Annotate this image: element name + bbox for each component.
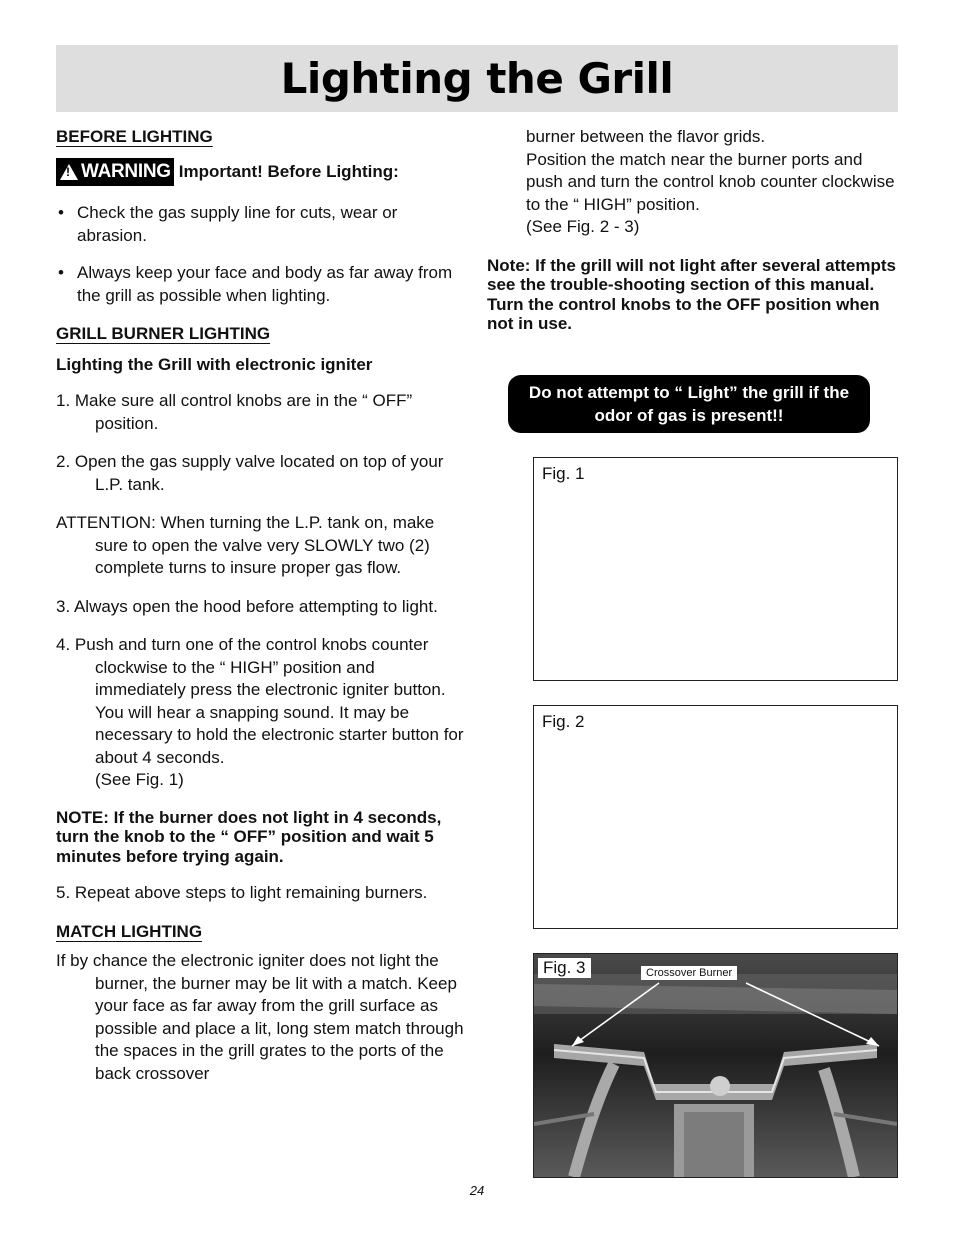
grill-burner-heading: GRILL BURNER LIGHTING	[56, 324, 271, 343]
figure-3-label: Fig. 3	[538, 958, 591, 978]
left-column	[56, 126, 466, 1085]
figure-2	[533, 705, 898, 929]
match-position-text: Position the match near the burner ports and push and turn the control knob counter clockwise to the “ HIGH” position.	[526, 149, 895, 214]
figure-3	[533, 953, 898, 1178]
step-4-reference: (See Fig. 1)	[95, 770, 184, 789]
match-lighting-text: If by chance the electronic igniter does not light the burner, the burner may be lit with a match. Keep your face as far away from the grill surface as possible and place a lit, long stem match through the spaces in the grill grates to the ports of the back crossover	[56, 951, 464, 1083]
warning-row	[56, 158, 466, 187]
step-2: 2. Open the gas supply valve located on top of your L.P. tank.	[56, 452, 444, 494]
gas-odor-alert	[508, 375, 870, 433]
warning-triangle-icon	[60, 164, 78, 180]
right-column	[487, 126, 899, 334]
page-number: 24	[469, 1183, 485, 1198]
step-4: 4. Push and turn one of the control knobs counter clockwise to the “ HIGH” position and immediately press the electronic igniter button. You will hear a snapping sound. It may be necessary to hold the electronic starter button for about 4 seconds.	[56, 635, 464, 767]
list-item	[56, 202, 466, 247]
attention-text: ATTENTION: When turning the L.P. tank on, make sure to open the valve very SLOWLY two (2) complete turns to insure proper gas flow.	[56, 513, 435, 577]
crossover-burner-callout: Crossover Burner	[641, 966, 737, 980]
bullet-text: Check the gas supply line for cuts, wear or abrasion.	[77, 203, 398, 245]
page-title: Lighting the Grill	[280, 54, 674, 103]
figure-1	[533, 457, 898, 681]
step-3: 3. Always open the hood before attempting to light.	[56, 596, 438, 616]
figure-1-label: Fig. 1	[542, 464, 585, 483]
bullet-icon: •	[58, 263, 64, 282]
grill-photo	[534, 954, 897, 1177]
trouble-note: Note: If the grill will not light after several attempts see the trouble-shooting section of this manual. Turn the control knobs to the OFF position when not in use.	[487, 255, 897, 333]
bullet-text: Always keep your face and body as far away from the grill as possible when lighting.	[77, 263, 453, 305]
burner-note: NOTE: If the burner does not light in 4 seconds, turn the knob to the “ OFF” position and wait 5 minutes before trying again.	[56, 807, 442, 866]
figure-reference: (See Fig. 2 - 3)	[526, 217, 640, 236]
warning-badge-text: WARNING	[81, 160, 171, 182]
match-lighting-heading: MATCH LIGHTING	[56, 921, 203, 941]
match-lighting-continued: burner between the flavor grids.	[526, 127, 766, 146]
warning-badge	[56, 158, 174, 187]
step-1: 1. Make sure all control knobs are in the “ OFF” position.	[56, 391, 413, 433]
gas-odor-alert-text: Do not attempt to “ Light” the grill if the odor of gas is present!!	[528, 383, 850, 425]
warning-label: Important! Before Lighting:	[178, 161, 399, 181]
figure-2-label: Fig. 2	[542, 712, 585, 731]
bullet-icon: •	[58, 203, 64, 222]
title-bar	[56, 45, 898, 112]
step-5: 5. Repeat above steps to light remaining burners.	[56, 883, 428, 902]
list-item	[56, 262, 466, 307]
grill-burner-subheading: Lighting the Grill with electronic igniter	[56, 354, 373, 374]
before-lighting-heading: BEFORE LIGHTING	[56, 127, 213, 146]
